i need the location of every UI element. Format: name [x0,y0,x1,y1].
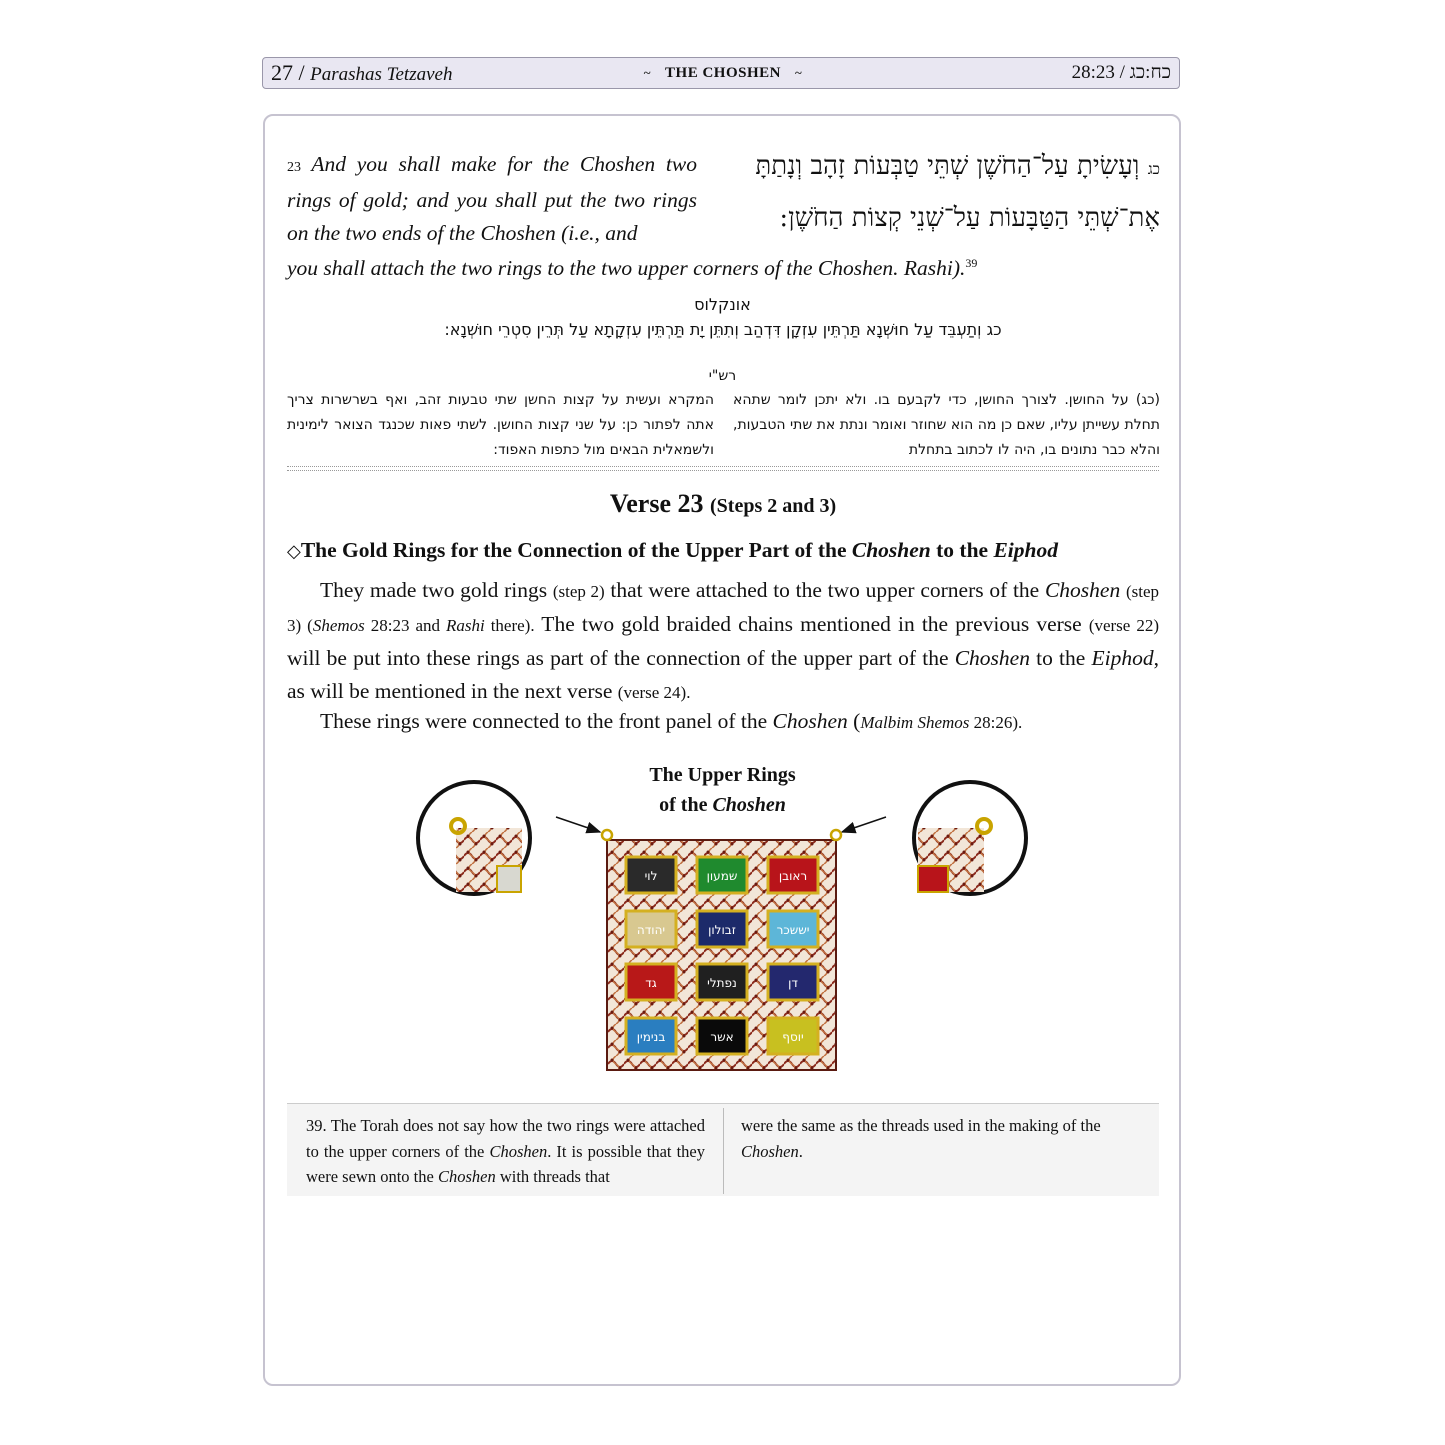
p2-d: Malbim Shemos [860,713,970,732]
figure-title-line1: The Upper Rings [649,764,796,786]
p1-k: (verse 22) [1088,616,1159,635]
zoom-right-stone [918,866,948,892]
subhead-choshen: Choshen [851,538,931,562]
verse-english-tail-text: you shall attach the two rings to the two upper corners of the Choshen. Rashi). [287,256,966,281]
stone-label-12: בנימין [636,1030,666,1044]
footnote-col-1 [306,1113,705,1190]
stone-label-11: אשר [710,1030,734,1044]
rashi-title: רש"י [708,368,737,384]
p1-d: Choshen [1044,578,1121,602]
diamond-icon: ◇ [287,541,301,561]
stone-label-4: יששכר [776,923,810,937]
verse-hebrew-line1-text: וְעָשִׂיתָ עַל־הַחֹשֶׁן שְׁתֵּי טַבְּעוֹת זָהָב וְנָתַתָּ [755,151,1140,181]
stone-label-9: גד [645,976,657,990]
zoom-left-stone [497,866,521,892]
p1-l: will be put into these rings as part of the connection of the upper part of the [287,646,955,670]
p2-e: 28:26). [969,713,1023,732]
verse-number: 23 [287,160,301,175]
p1-b: (step 2) [552,582,605,601]
p1-m: Choshen [954,646,1030,670]
figure-title-line2-a: of the [659,794,713,816]
section-title-text: Verse 23 [609,489,704,518]
p1-g: 28:23 and [364,616,446,635]
ornament-right-icon: ~ [794,65,803,80]
fn-d: Choshen [437,1167,496,1186]
hebrew-verse-number: כג [1147,160,1160,178]
verse-english-lead: And you shall make for the Choshen two rings of gold; and you shall put the two rings on the two ends of the Choshen (i.e., and [287,152,697,245]
verse-reference: 28:23 / כח:כג [1071,62,1171,83]
fn-a: 39. The Torah does not say how the two rings were attached to the upper corners of the [306,1116,705,1161]
chapter-title: THE CHOSHEN [665,65,781,81]
ring-left-icon [602,830,612,840]
fn-f: were the same as the threads used in the making of the [741,1116,1101,1135]
fn-h: . [798,1141,803,1161]
stone-label-2: שמעון [706,869,738,883]
stone-label-5: זבולון [708,923,736,937]
p1-p: , as will be mentioned in the next verse [287,646,1159,703]
arrow-left [556,817,600,832]
section-subtitle: (Steps 2 and 3) [710,495,837,517]
p1-n: to the [1029,646,1092,670]
parasha-title: Parashas Tetzaveh [310,64,453,85]
p1-q: (verse 24). [617,683,691,702]
p1-i: there). [484,616,535,635]
ring-right-icon [831,830,841,840]
p1-e: (step 3) ( [287,582,1159,635]
p1-h: Rashi [445,616,485,635]
stone-label-6: יהודה [636,923,666,937]
p1-a: They made two gold rings [320,578,553,602]
p2-c: ( [847,709,861,733]
onkelos-text: כג וְתַעְבֵּד עַל חוּשְׁנָא תַּרְתֵּין עִזְקָן דִּדְהַב וְתִתֵּן יָת תַּרְתֵּין עִזְקָתָא עַל תְּרֵין סִטְרֵי חוּשְׁנָא: [444,320,1002,339]
p1-o: Eiphod [1091,646,1154,670]
stone-label-10: יוסף [782,1030,804,1044]
stone-label-3: לוי [644,869,658,883]
rashi-left-column: המקרא ועשית על קצות החשן שתי טבעות זהב, ואף בשרשרות צריך אתה לפתור כן: על שני קצות החושן. לשתי פאות שכנגד הצואר לימינית ולשמאלית הבאים מול כתפות האפוד: [287,392,714,458]
fn-e: with threads that [495,1167,610,1186]
p2-b: Choshen [772,709,848,733]
page-number: 27 [271,60,293,85]
stone-label-1: ראובן [778,869,808,883]
p1-j: The two gold braided chains mentioned in the previous verse [534,612,1089,636]
header-separator: / [298,60,305,85]
fn-c: . It is possible that they were sewn onto the [306,1141,705,1186]
p1-f: Shemos [312,616,365,635]
ornament-left-icon: ~ [643,65,652,80]
fn-b: Choshen [489,1141,548,1161]
fn-g: Choshen [741,1141,799,1161]
arrow-right [842,817,886,832]
footnote-col-2 [741,1113,1139,1164]
p2-a: These rings were connected to the front panel of the [320,709,773,733]
verse-hebrew-line2: אֶת־שְׁתֵּי הַטַּבָּעוֹת עַל־שְׁנֵי קְצוֹת הַחֹשֶׁן: [779,203,1160,233]
onkelos-title: אונקלוס [694,295,751,314]
footnote-separator [723,1108,724,1194]
footnote-ref[interactable]: 39 [965,256,978,270]
stone-label-8: נפתלי [707,976,737,990]
rashi-right-column: (כג) על החושן. לצורך החושן, כדי לקבעם בו. ולא יתכן לומר שתהא תחלת עשייתן עליו, שאם כן מה הוא שחוזר ואומר ונתת את שתי הטבעות, והלא כבר נתונים בו, היה לו לכתוב בתחלת [733,392,1160,458]
p1-c: that were attached to the two upper corners of the [604,578,1045,602]
subhead-prefix: The Gold Rings for the Connection of the Upper Part of the [300,538,852,562]
subhead-mid: to the [930,538,994,562]
figure-title-line2-b: Choshen [712,794,786,816]
stone-label-7: דן [788,976,798,990]
subhead-eiphod: Eiphod [993,538,1058,562]
